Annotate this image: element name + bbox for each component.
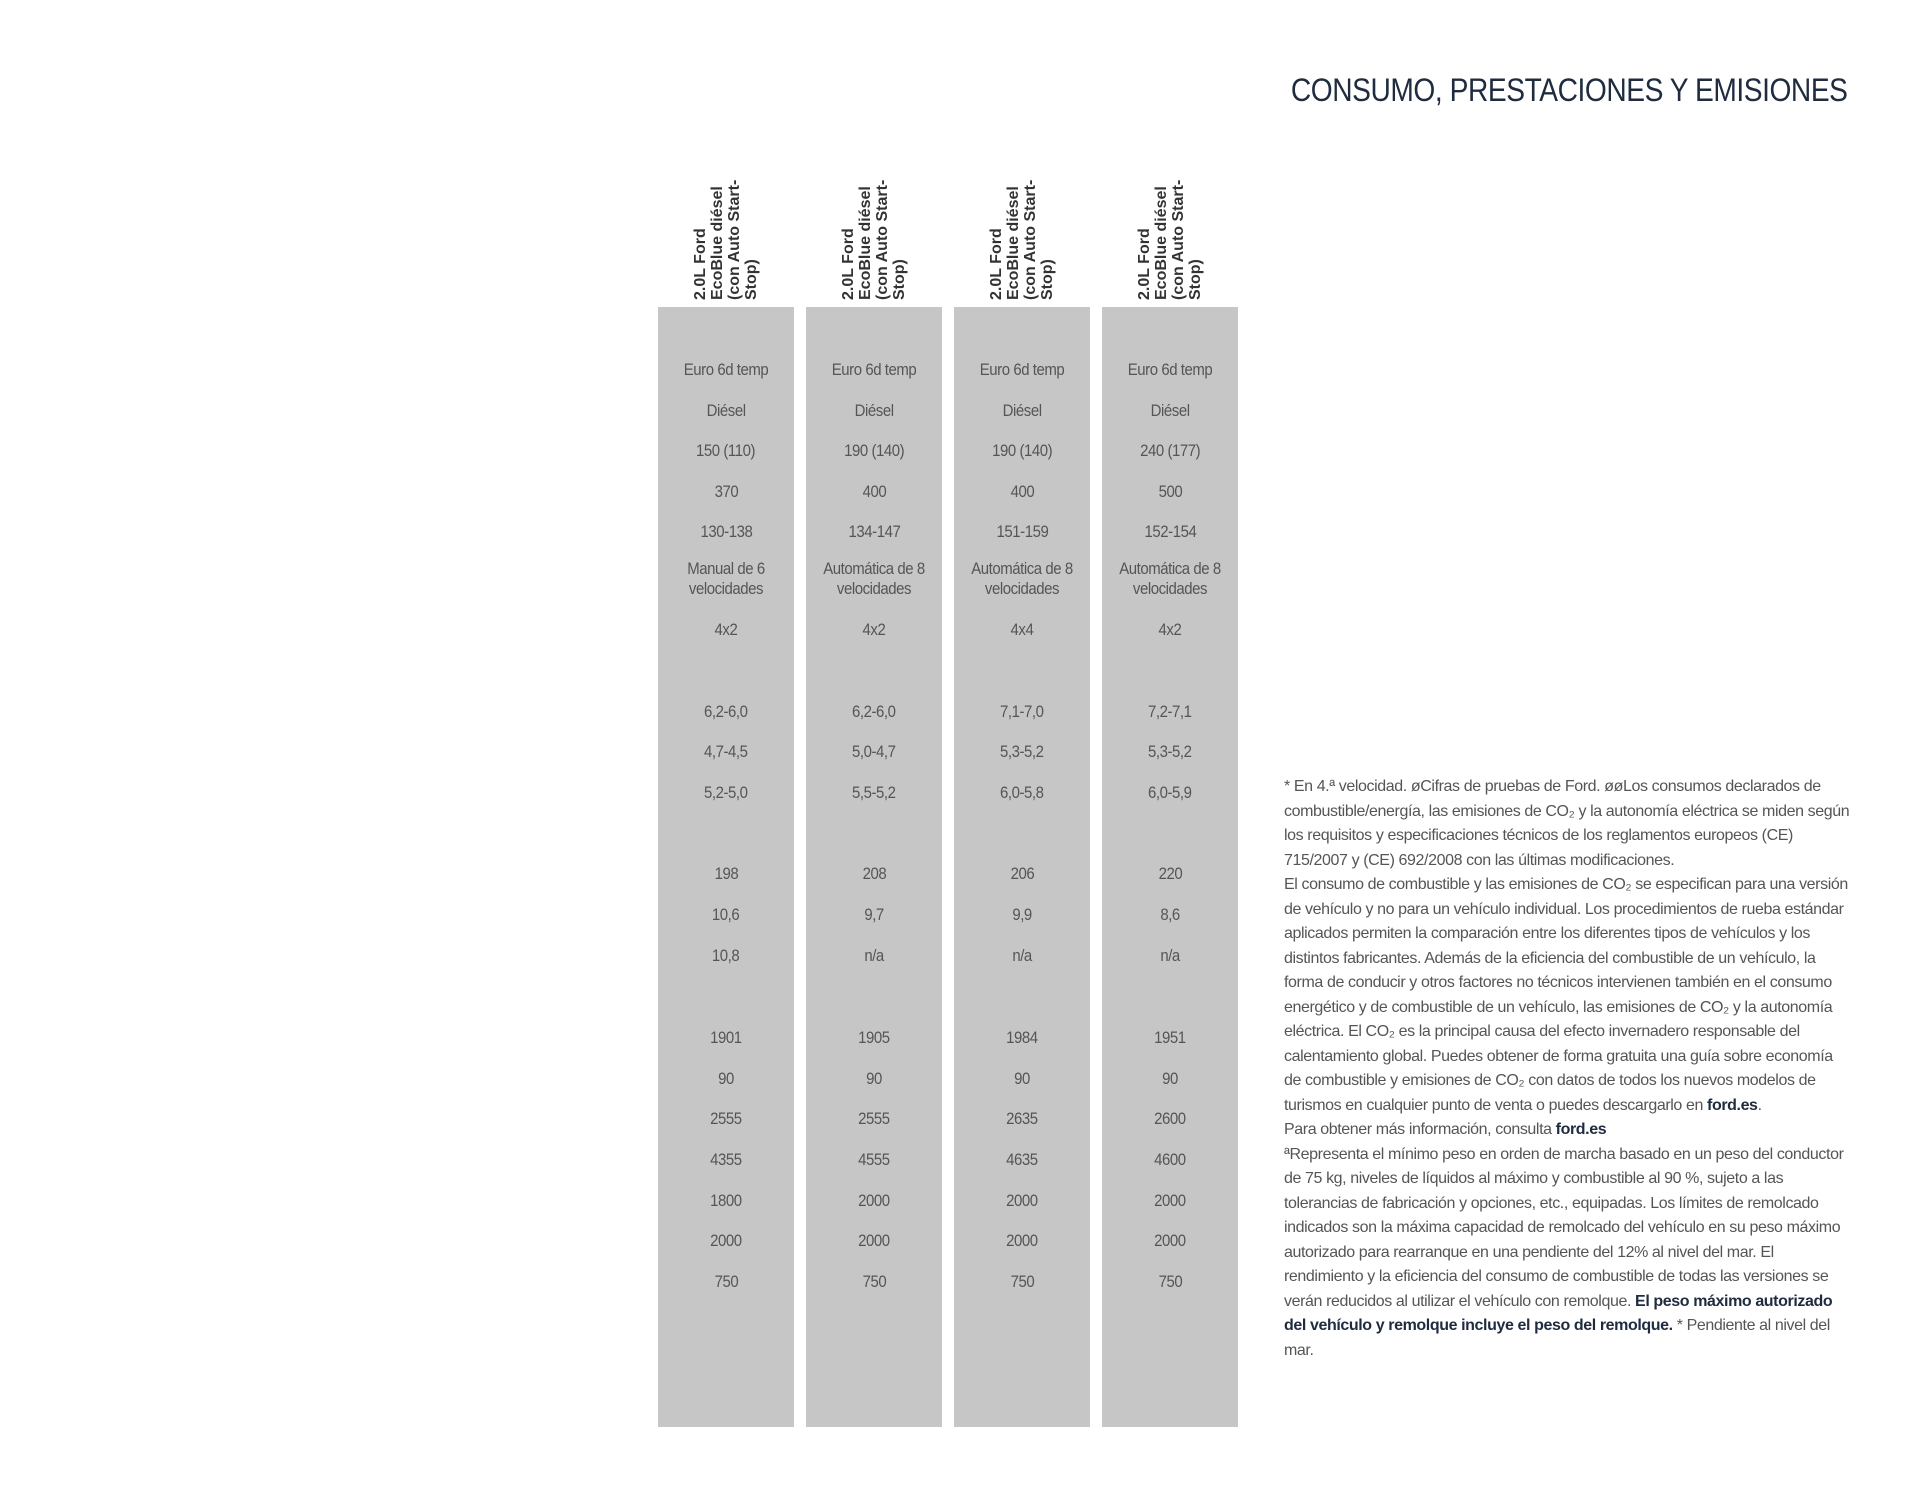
link-ford[interactable]: ford.es <box>1707 1096 1758 1114</box>
table-row <box>0 353 1240 387</box>
table-cell: 7,2-7,1 <box>1148 702 1192 721</box>
table-cell: 90 <box>718 1069 734 1088</box>
table-cell: 2635 <box>1006 1109 1038 1128</box>
table-cell: 90 <box>1162 1069 1178 1088</box>
table-cell: 4635 <box>1006 1150 1038 1169</box>
table-cell: 750 <box>714 1272 738 1291</box>
table-cell: 2000 <box>858 1191 890 1210</box>
table-cell: 4x2 <box>862 620 886 639</box>
column-header: 2.0L Ford EcoBlue diésel (con Auto Start-Stop) <box>988 179 1056 300</box>
table-cell: 130-138 <box>700 522 752 541</box>
table-cell: 5,3-5,2 <box>1148 742 1192 761</box>
table-row <box>0 857 1240 891</box>
table-cell: 400 <box>1010 482 1034 501</box>
column-header: 2.0L Ford EcoBlue diésel (con Auto Start-Stop) <box>840 179 908 300</box>
footnote: * En 4.ª velocidad. øCifras de pruebas de Ford. øøLos consumos declarados de combustible/energía, las emisiones de CO₂ y la autonomía eléctrica se miden según los requisitos y especificaciones técnicos de los reglamentos europeos (CE) 715/2007 y (CE) 692/2008 con las últimas modificaciones. <box>1284 778 1850 869</box>
table-row <box>0 1265 1240 1299</box>
table-cell: 2000 <box>1154 1191 1186 1210</box>
table-cell: 5,5-5,2 <box>852 783 896 802</box>
table-cell: 2555 <box>710 1109 742 1128</box>
table-cell: Euro 6d temp <box>831 360 917 379</box>
table-cell: 134-147 <box>848 522 900 541</box>
table-cell: 6,0-5,8 <box>1000 783 1044 802</box>
table-cell: 190 (140) <box>843 441 905 460</box>
table-cell: 10,6 <box>712 905 740 924</box>
table-cell: 208 <box>862 864 886 883</box>
table-cell: 4600 <box>1154 1150 1186 1169</box>
table-row <box>0 556 1240 602</box>
page-title: CONSUMO, PRESTACIONES Y EMISIONES <box>1291 72 1848 108</box>
table-cell: 4x2 <box>714 620 738 639</box>
table-cell: 1905 <box>858 1028 890 1047</box>
table-cell: 4555 <box>858 1150 890 1169</box>
table-row <box>0 515 1240 549</box>
table-cell: 4355 <box>710 1150 742 1169</box>
table-cell: Diésel <box>1150 401 1190 420</box>
table-cell: 1901 <box>710 1028 742 1047</box>
table-cell: 10,8 <box>712 946 740 965</box>
table-cell: Automática de 8 velocidades <box>823 559 925 598</box>
table-row <box>0 394 1240 428</box>
table-cell: 5,0-4,7 <box>852 742 896 761</box>
table-cell: 8,6 <box>1160 905 1180 924</box>
table-row <box>0 1143 1240 1177</box>
table-cell: 4x2 <box>1158 620 1182 639</box>
table-cell: 2000 <box>1006 1231 1038 1250</box>
table-cell: 240 (177) <box>1139 441 1201 460</box>
table-cell: 220 <box>1158 864 1182 883</box>
table-cell: 5,3-5,2 <box>1000 742 1044 761</box>
table-cell: 4,7-4,5 <box>704 742 748 761</box>
table-row <box>0 735 1240 769</box>
table-cell: 206 <box>1010 864 1034 883</box>
table-cell: 2000 <box>1006 1191 1038 1210</box>
table-cell: 9,7 <box>864 905 884 924</box>
section-row <box>0 312 1240 346</box>
table-cell: n/a <box>1012 946 1032 965</box>
footnote: ªRepresenta el mínimo peso en orden de marcha basado en un peso del conductor de 75 kg, niveles de líquidos al máximo y combustible al 90 %, sujeto a las tolerancias de fabricación y opciones, etc., equipadas. Los límites de remolcado indicados son la máxima capacidad de remolcado del vehículo en su peso máximo autorizado para rearranque en una pendiente del 12% al nivel del mar. El rendimiento y la eficiencia del consumo de combustible de todas las versiones se verán reducidos al utilizar el vehículo con remolque. El peso máximo autorizado del vehículo y remolque incluye el peso del remolque. * Pendiente al nivel del mar. <box>1284 1145 1844 1359</box>
table-cell: Manual de 6 velocidades <box>687 559 765 598</box>
table-cell: 500 <box>1158 482 1182 501</box>
table-row <box>0 1102 1240 1136</box>
table-cell: 152-154 <box>1144 522 1196 541</box>
table-cell: 90 <box>1014 1069 1030 1088</box>
table-cell: 4x4 <box>1010 620 1034 639</box>
table-cell: 6,0-5,9 <box>1148 783 1192 802</box>
table-row <box>0 1224 1240 1258</box>
footnote: Para obtener más información, consulta ford.es <box>1284 1121 1607 1138</box>
table-cell: 90 <box>866 1069 882 1088</box>
link-ford[interactable]: ford.es <box>1555 1121 1607 1138</box>
table-row <box>0 776 1240 810</box>
table-cell: 198 <box>714 864 738 883</box>
table-cell: Euro 6d temp <box>683 360 769 379</box>
table-cell: Diésel <box>706 401 746 420</box>
section-row <box>0 981 1240 1015</box>
table-cell: 9,9 <box>1012 905 1032 924</box>
table-cell: 2000 <box>1154 1231 1186 1250</box>
table-cell: 750 <box>1010 1272 1034 1291</box>
table-row <box>0 695 1240 729</box>
table-cell: 400 <box>862 482 886 501</box>
column-header: 2.0L Ford EcoBlue diésel (con Auto Start-Stop) <box>692 179 760 300</box>
table-cell: 1800 <box>710 1191 742 1210</box>
table-row <box>0 1184 1240 1218</box>
table-row <box>0 898 1240 932</box>
footnote: El consumo de combustible y las emisiones de CO₂ se especifican para una versión de vehículo y no para un vehículo individual. Los procedimientos de rueba estándar aplicados permiten la comparación entre los diferentes tipos de vehículos y los distintos fabricantes. Además de la eficiencia del combustible de un vehículo, la forma de conducir y otros factores no técnicos intervienen también en el consumo energético y de combustible de un vehículo, las emisiones de CO₂ y la autonomía eléctrica. El CO₂ es la principal causa del efecto invernadero responsable del calentamiento global. Puedes obtener de forma gratuita una guía sobre economía de combustible y emisiones de CO₂ con datos de todos los nuevos modelos de turismos en cualquier punto de venta o puedes descargarlo en ford.es. <box>1284 876 1848 1114</box>
table-cell: 5,2-5,0 <box>704 783 748 802</box>
table-cell: Automática de 8 velocidades <box>1119 559 1221 598</box>
table-cell: 750 <box>1158 1272 1182 1291</box>
table-cell: 1984 <box>1006 1028 1038 1047</box>
table-row <box>0 434 1240 468</box>
table-row <box>0 475 1240 509</box>
table-cell: Euro 6d temp <box>979 360 1065 379</box>
table-cell: 2000 <box>858 1231 890 1250</box>
table-row <box>0 1062 1240 1096</box>
table-cell: 151-159 <box>996 522 1048 541</box>
table-cell: n/a <box>1160 946 1180 965</box>
table-cell: Diésel <box>1002 401 1042 420</box>
table-cell: 7,1-7,0 <box>1000 702 1044 721</box>
table-cell: 6,2-6,0 <box>704 702 748 721</box>
column-header: 2.0L Ford EcoBlue diésel (con Auto Start-Stop) <box>1136 179 1204 300</box>
footnotes <box>1284 775 1852 1363</box>
table-cell: Automática de 8 velocidades <box>971 559 1073 598</box>
table-row <box>0 613 1240 647</box>
table-cell: Euro 6d temp <box>1127 360 1213 379</box>
table-cell: 150 (110) <box>696 441 756 460</box>
table-cell: 370 <box>714 482 738 501</box>
table-cell: 1951 <box>1154 1028 1186 1047</box>
table-cell: 190 (140) <box>991 441 1053 460</box>
table-cell: 2000 <box>710 1231 742 1250</box>
table-cell: 750 <box>862 1272 886 1291</box>
table-row <box>0 939 1240 973</box>
section-row <box>0 654 1240 688</box>
section-row <box>0 818 1240 852</box>
table-row <box>0 1021 1240 1055</box>
table-cell: 6,2-6,0 <box>852 702 896 721</box>
table-cell: 2555 <box>858 1109 890 1128</box>
table-cell: n/a <box>864 946 884 965</box>
table-cell: Diésel <box>854 401 894 420</box>
table-cell: 2600 <box>1154 1109 1186 1128</box>
